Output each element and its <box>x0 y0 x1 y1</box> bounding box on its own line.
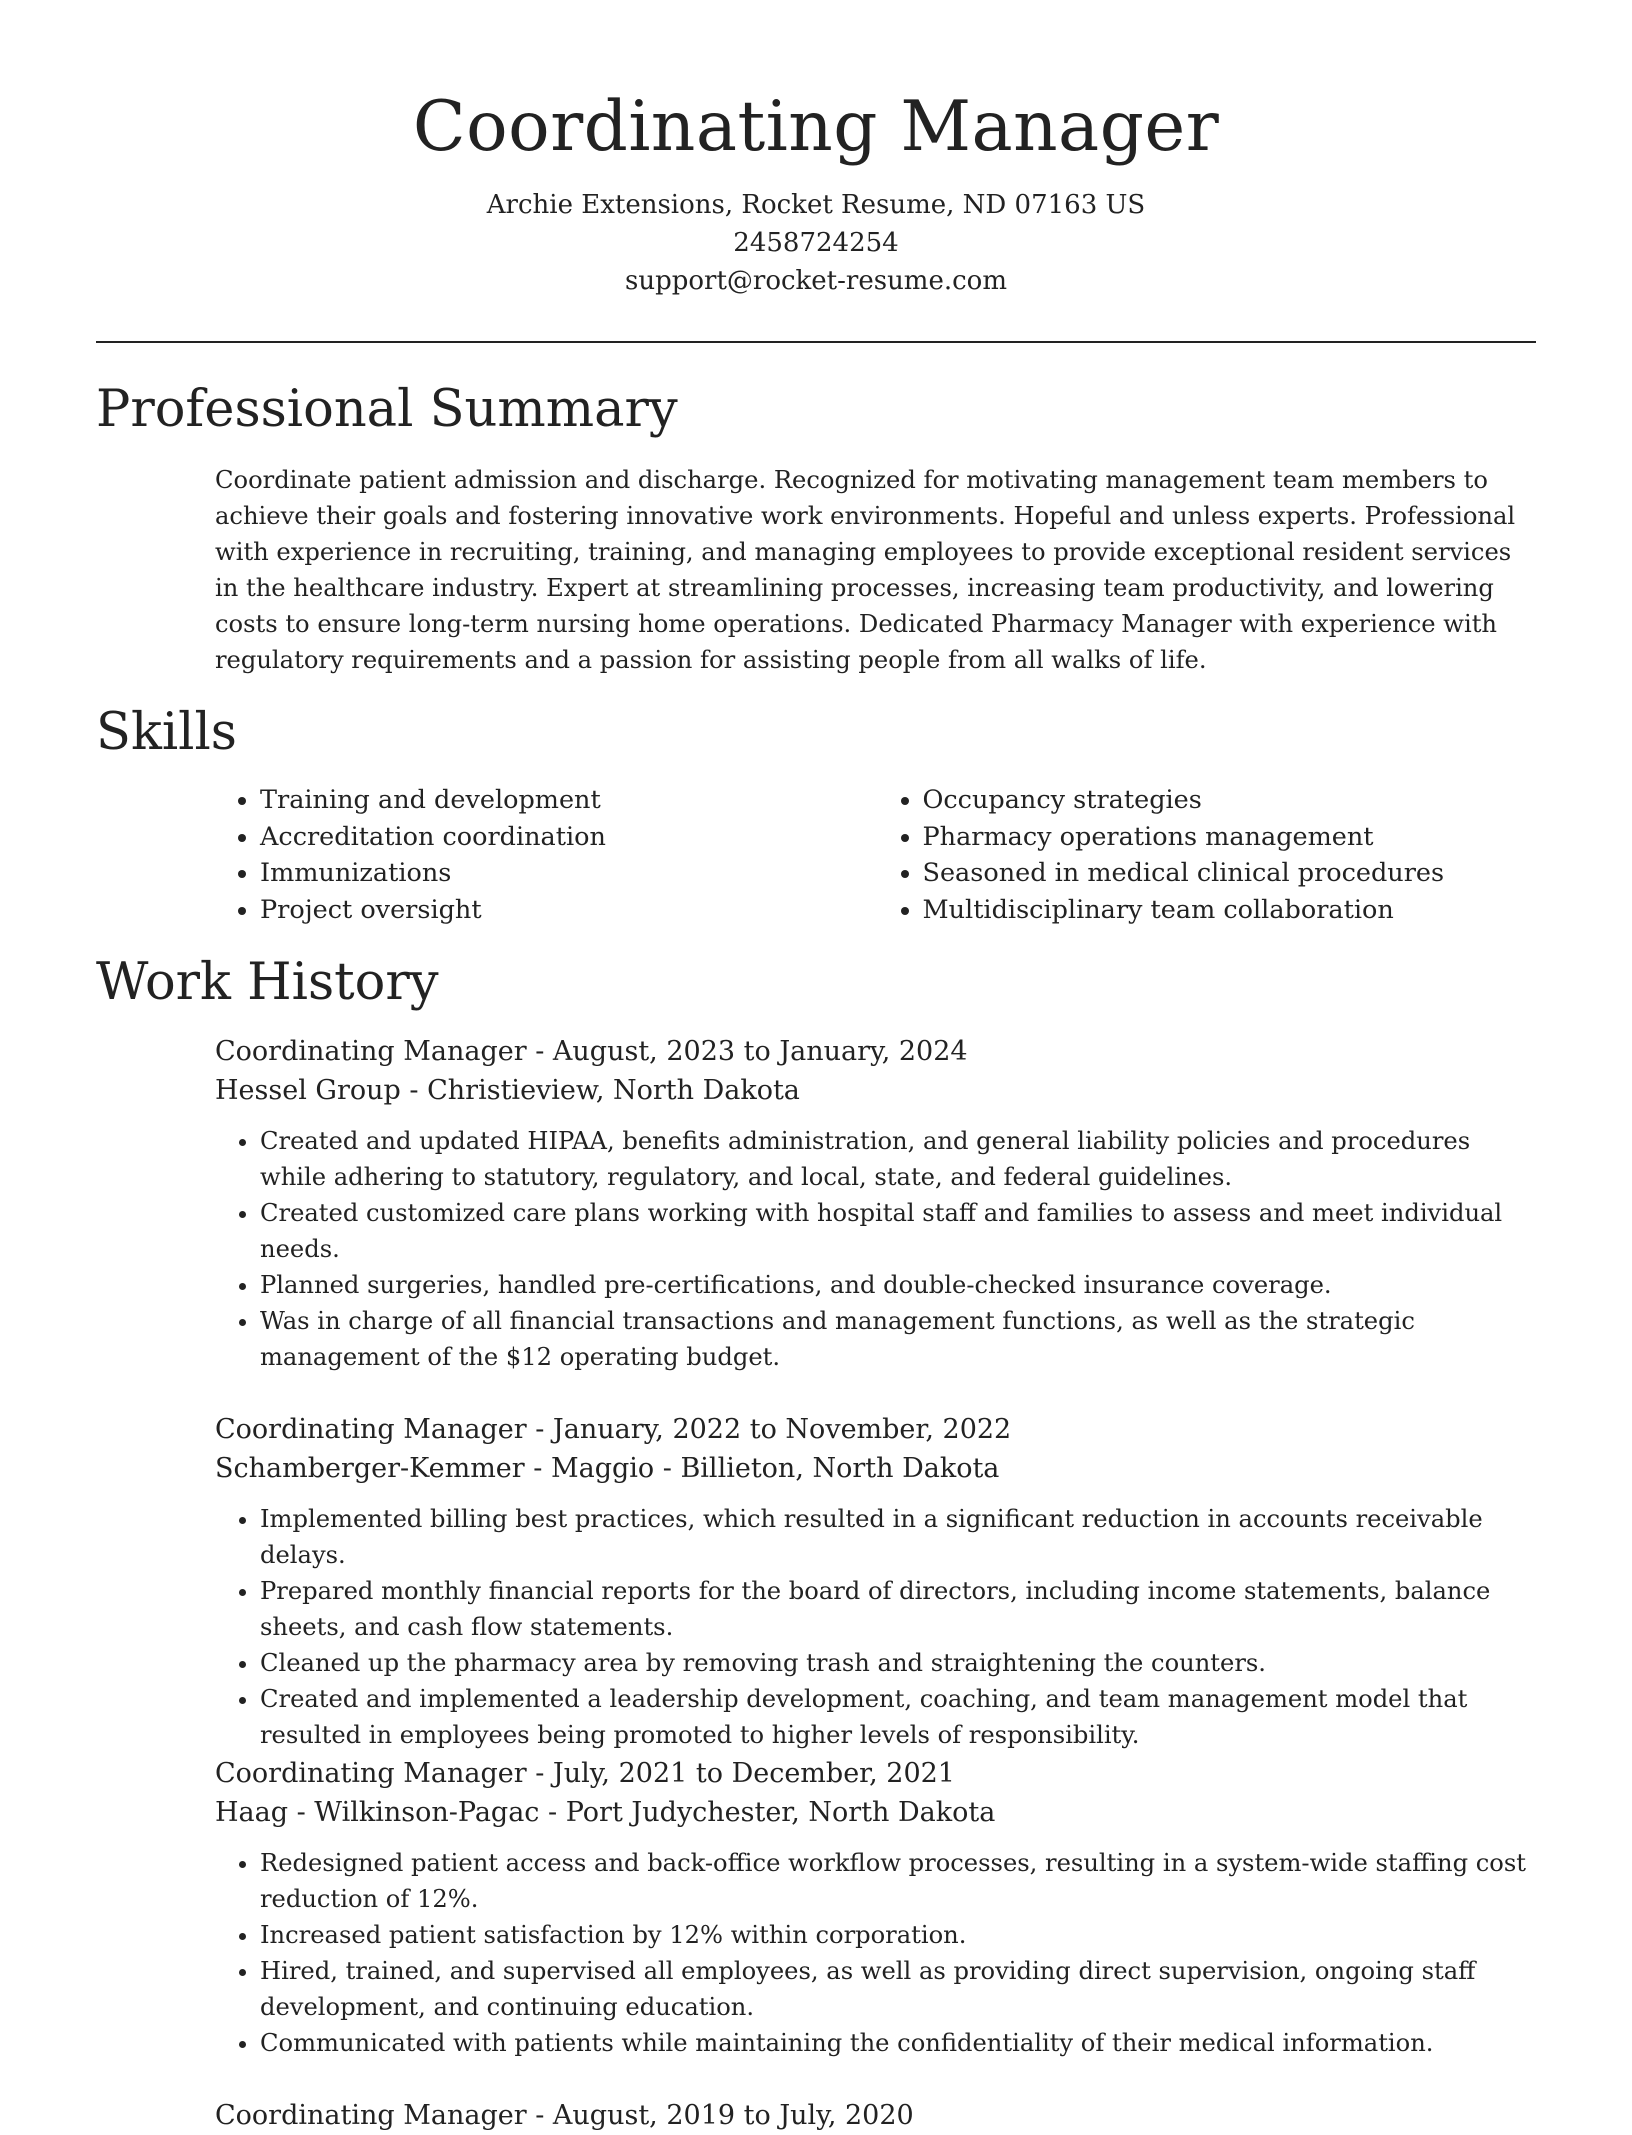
job-bullet: • Created customized care plans working with hospital staff and families to assess and meet individual needs. <box>260 1195 1540 1267</box>
job-dates: - January, 2022 to November, 2022 <box>526 1414 1012 1445</box>
summary-text: Coordinate patient admission and discharge. Recognized for motivating management team members to achieve their goals and fostering innovative work environments. Hopeful and unless experts. Professional with experience in recruiting, training, and managing employees to provide exceptional resident services in the healthcare industry. Expert at streamlining processes, increasing team productivity, and lowering costs to ensure long-term nursing home operations. Dedicated Pharmacy Manager with experience with regulatory requirements and a passion for assisting people from all walks of life. <box>215 466 1516 674</box>
work-history-heading: Work History <box>96 953 439 1012</box>
candidate-name: Coordinating Manager <box>412 87 1220 167</box>
job-bullet: • Was in charge of all financial transactions and management functions, as well as the strategic management of the $12 operating budget. <box>260 1303 1540 1375</box>
skills-column-left <box>215 782 878 928</box>
job-entry <box>215 1410 1540 1753</box>
header-divider <box>96 341 1536 343</box>
job-company-line <box>215 1793 1540 1833</box>
skill-item: • Occupancy strategies <box>923 782 1541 819</box>
contact-address: Archie Extensions, Rocket Resume, ND 07163 US <box>486 190 1146 220</box>
job-title-line <box>215 2096 1540 2135</box>
job-entry <box>215 2096 1540 2135</box>
job-bullet: • Communicated with patients while maintaining the confidentiality of their medical information. <box>260 2025 1540 2061</box>
skill-item: • Training and development <box>260 782 878 819</box>
job-bullet: • Created and implemented a leadership development, coaching, and team management model that resulted in employees being promoted to higher levels of responsibility. <box>260 1681 1540 1753</box>
job-title-line <box>215 1410 1540 1449</box>
job-bullets <box>215 1501 1540 1753</box>
skill-item: • Pharmacy operations management <box>923 819 1541 856</box>
contact-phone: 2458724254 <box>733 228 899 258</box>
job-bullet: • Implemented billing best practices, which resulted in a significant reduction in accounts receivable delays. <box>260 1501 1540 1573</box>
job-company: Haag - Wilkinson-Pagac <box>215 1797 540 1828</box>
summary-heading: Professional Summary <box>96 380 678 439</box>
job-bullet: • Created and updated HIPAA, benefits administration, and general liability policies and procedures while adhering to statutory, regulatory, and local, state, and federal guidelines. <box>260 1123 1540 1195</box>
job-bullet: • Cleaned up the pharmacy area by removing trash and straightening the counters. <box>260 1645 1540 1681</box>
job-role: Coordinating Manager <box>215 2100 527 2131</box>
skills-column-right <box>878 782 1541 928</box>
job-role: Coordinating Manager <box>215 1758 527 1789</box>
job-bullet: • Increased patient satisfaction by 12% within corporation. <box>260 1917 1540 1953</box>
job-company: Schamberger-Kemmer - Maggio <box>215 1453 655 1484</box>
job-company-line <box>215 1071 1540 1111</box>
skill-item: • Immunizations <box>260 855 878 892</box>
job-entry <box>215 1032 1540 1375</box>
job-role: Coordinating Manager <box>215 1414 527 1445</box>
contact-email: support@rocket-resume.com <box>624 266 1007 296</box>
skills-grid <box>215 782 1540 928</box>
skills-heading: Skills <box>96 703 237 762</box>
job-bullets <box>215 1123 1540 1375</box>
job-dates: - August, 2019 to July, 2020 <box>526 2100 914 2131</box>
job-location: - Billieton, North Dakota <box>654 1453 1000 1484</box>
job-company: Hessel Group <box>215 1075 401 1106</box>
skill-item: • Accreditation coordination <box>260 819 878 856</box>
job-bullets <box>215 1845 1540 2061</box>
job-title-line <box>215 1754 1540 1793</box>
job-bullet: • Hired, trained, and supervised all employees, as well as providing direct supervision, ongoing staff development, and continuing education. <box>260 1953 1540 2025</box>
job-entry <box>215 1754 1540 2061</box>
contact-block <box>0 186 1632 300</box>
job-role: Coordinating Manager <box>215 1036 527 1067</box>
job-bullet: • Redesigned patient access and back-office workflow processes, resulting in a system-wide staffing cost reduction of 12%. <box>260 1845 1540 1917</box>
job-location: - Port Judychester, North Dakota <box>539 1797 996 1828</box>
job-company-line <box>215 1449 1540 1489</box>
job-location: - Christieview, North Dakota <box>400 1075 800 1106</box>
job-dates: - August, 2023 to January, 2024 <box>526 1036 968 1067</box>
resume-header <box>0 0 1632 300</box>
skill-item: • Multidisciplinary team collaboration <box>923 892 1541 929</box>
skill-item: • Project oversight <box>260 892 878 929</box>
job-title-line <box>215 1032 1540 1071</box>
job-dates: - July, 2021 to December, 2021 <box>526 1758 955 1789</box>
job-bullet: • Planned surgeries, handled pre-certifications, and double-checked insurance coverage. <box>260 1267 1540 1303</box>
job-bullet: • Prepared monthly financial reports for the board of directors, including income statements, balance sheets, and cash flow statements. <box>260 1573 1540 1645</box>
skill-item: • Seasoned in medical clinical procedures <box>923 855 1541 892</box>
